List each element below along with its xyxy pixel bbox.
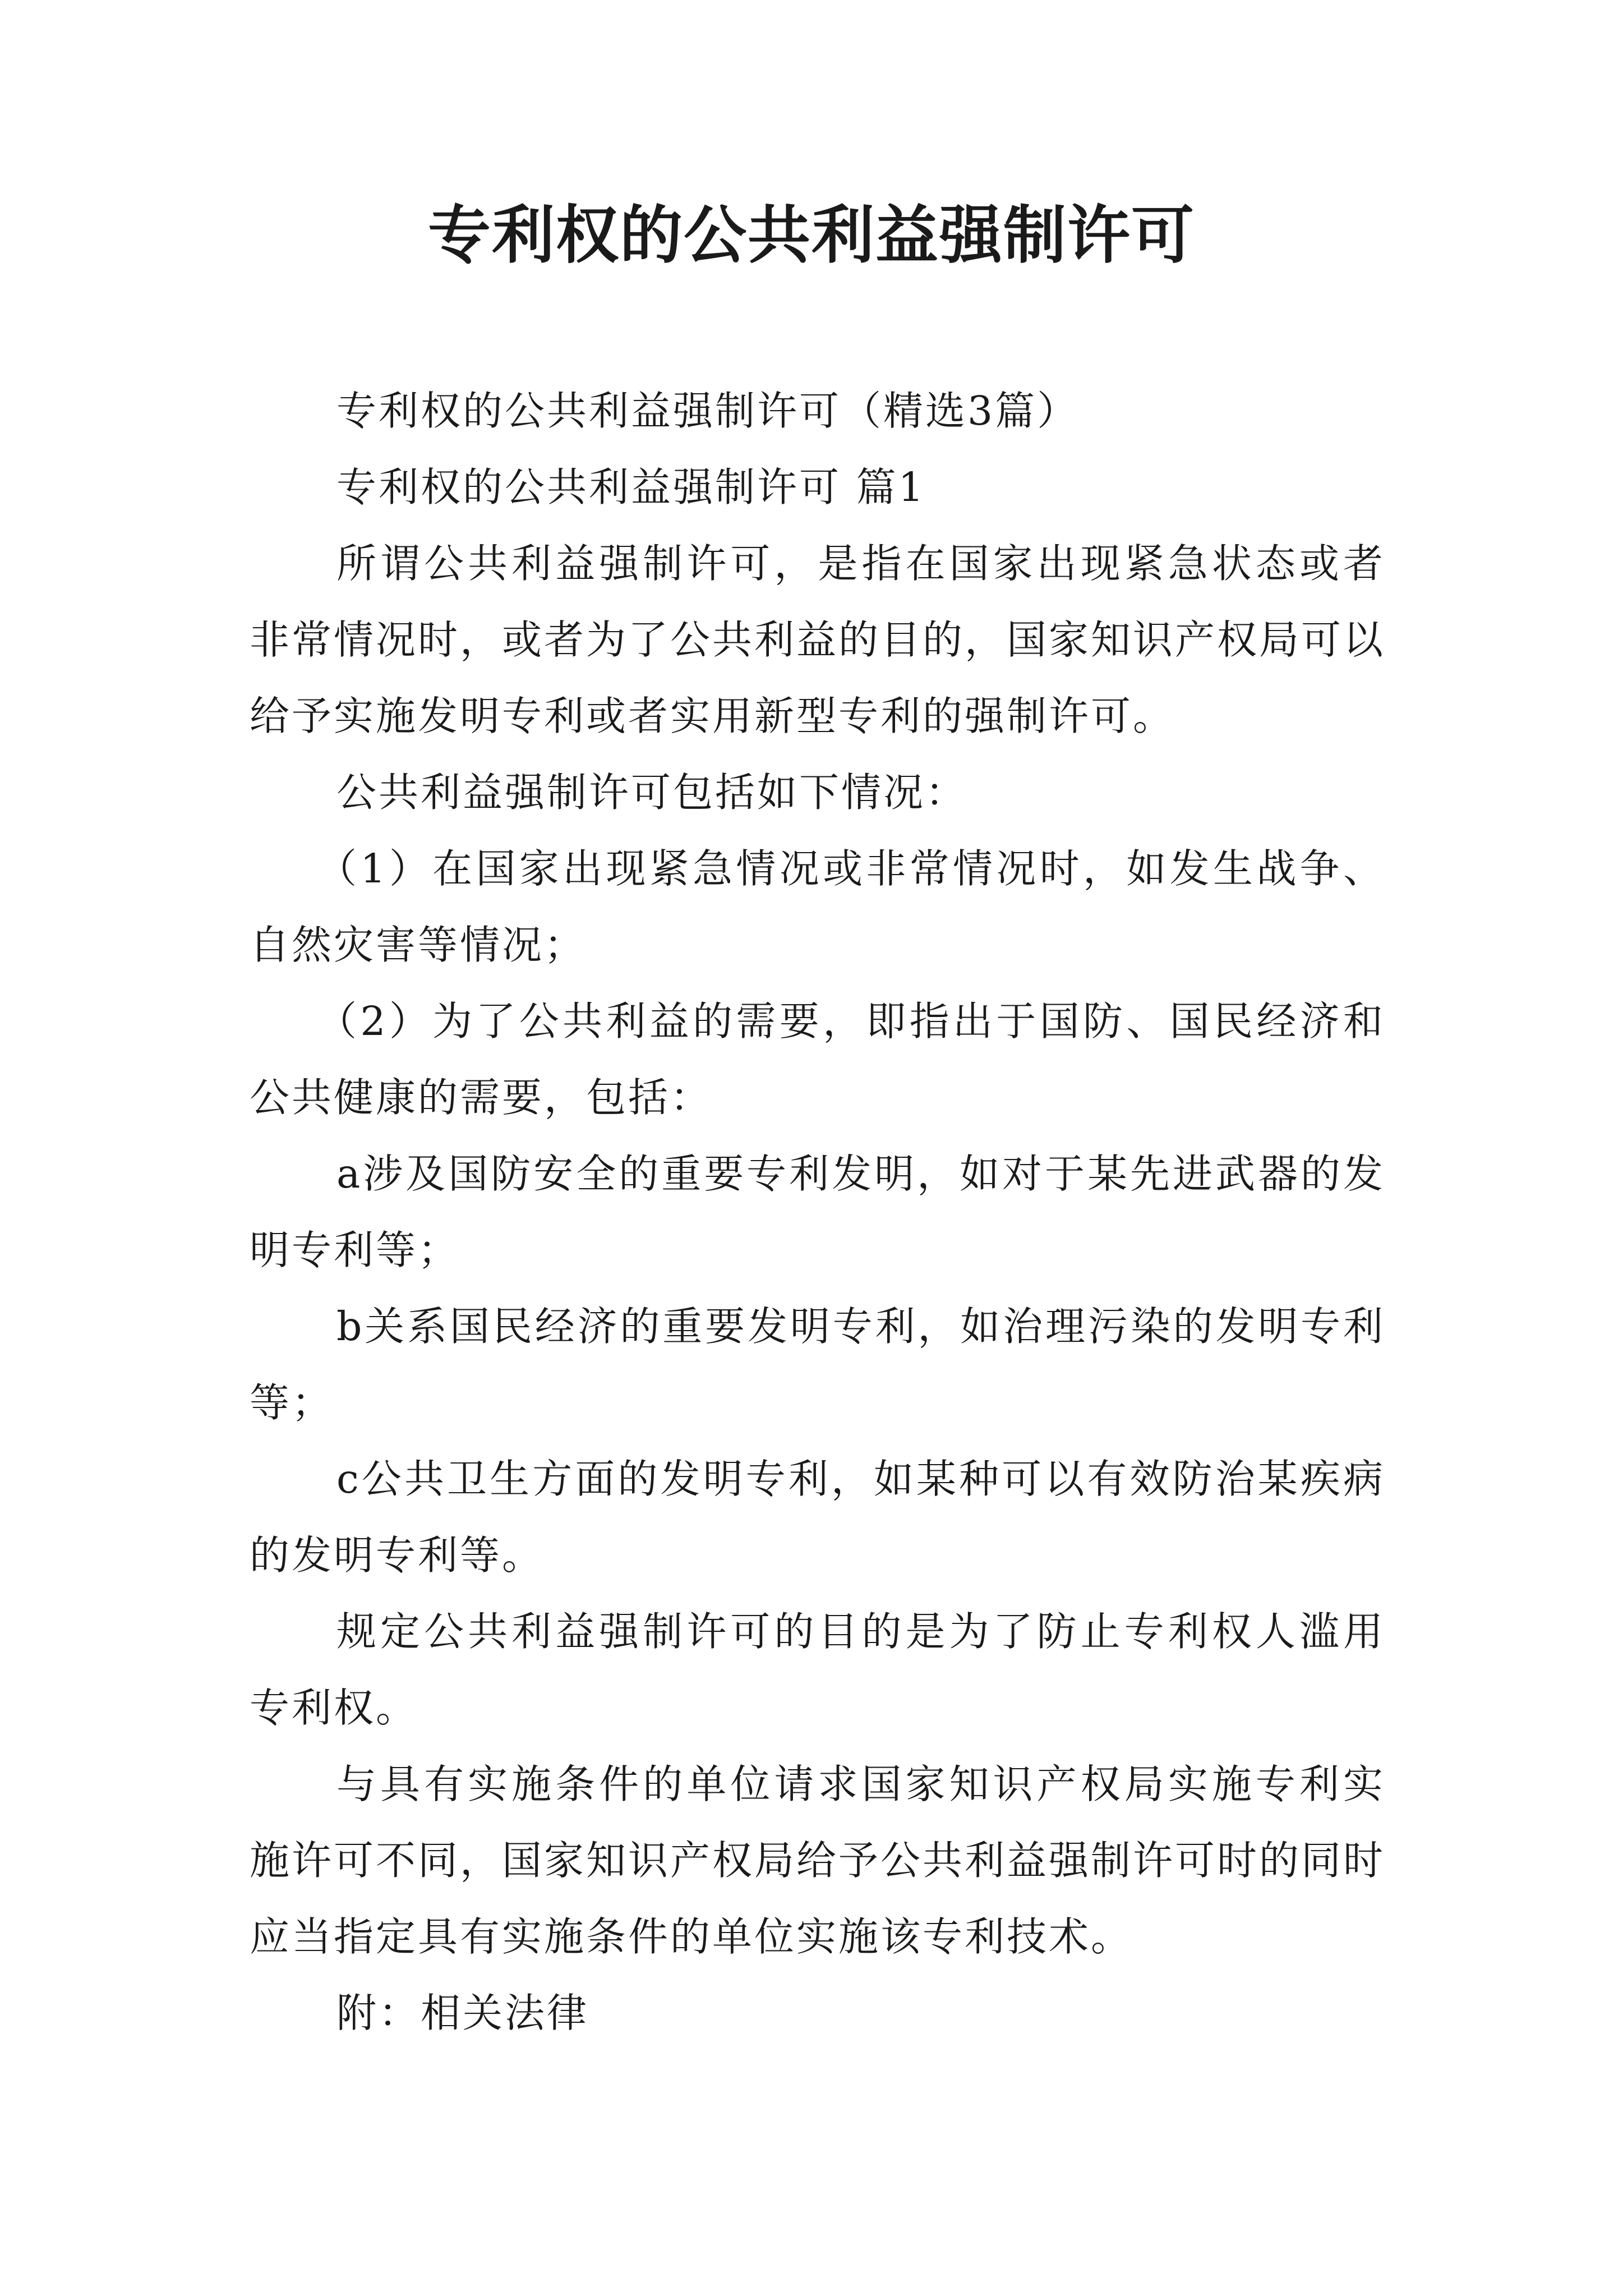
paragraph-item-b: b关系国民经济的重要发明专利，如治理污染的发明专利等；	[250, 1303, 1385, 1426]
paragraph-heading-selection: 专利权的公共利益强制许可（精选3篇）	[336, 388, 1080, 434]
document-body	[250, 373, 1385, 2051]
paragraph-item-a: a涉及国防安全的重要专利发明，如对于某先进武器的发明专利等；	[250, 1151, 1385, 1273]
paragraph-purpose: 规定公共利益强制许可的目的是为了防止专利权人滥用专利权。	[250, 1608, 1385, 1731]
paragraph-cases-intro: 公共利益强制许可包括如下情况：	[336, 769, 968, 816]
document-title: 专利权的公共利益强制许可	[428, 199, 1195, 272]
paragraph-definition: 所谓公共利益强制许可，是指在国家出现紧急状态或者非常情况时，或者为了公共利益的目的，国家知识产权局可以给予实施发明专利或者实用新型专利的强制许可。	[250, 540, 1386, 739]
paragraph-case-2: （2）为了公共利益的需要，即指出于国防、国民经济和公共健康的需要，包括：	[250, 998, 1385, 1121]
paragraph-item-c: c公共卫生方面的发明专利，如某种可以有效防治某疾病的发明专利等。	[250, 1456, 1385, 1579]
paragraph-appendix: 附：相关法律	[336, 1990, 589, 2036]
paragraph-case-1: （1）在国家出现紧急情况或非常情况时，如发生战争、自然灾害等情况；	[250, 845, 1385, 968]
paragraph-heading-part1: 专利权的公共利益强制许可 篇1	[336, 464, 926, 510]
paragraph-difference: 与具有实施条件的单位请求国家知识产权局实施专利实施许可不同，国家知识产权局给予公共利益强制许可时的同时应当指定具有实施条件的单位实施该专利技术。	[250, 1761, 1386, 1960]
